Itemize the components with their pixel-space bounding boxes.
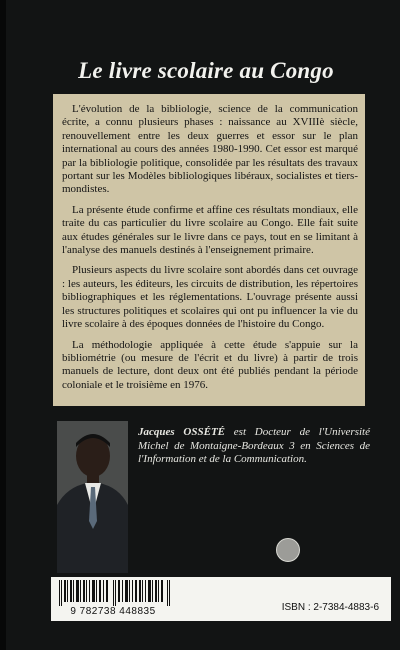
barcode xyxy=(59,580,171,606)
isbn-text: ISBN : 2-7384-4883-6 xyxy=(281,602,379,613)
author-bio-text: est Docteur de l'Université Michel de Montaigne-Bordeaux 3 en Sciences de l'Information et de la Communication. xyxy=(138,426,370,466)
book-title: Le livre scolaire au Congo xyxy=(78,58,334,83)
summary-paragraph-2: La présente étude confirme et affine ces résultats mondiaux, elle traite du cas particulier du livre scolaire au Congo. Elle fait suite aux études générales sur le livre dans ce pays, tout en se limitant à l'analyse des manuels destinés à l'enseignement primaire. xyxy=(62,203,358,257)
barcode-number: 9 782738 448835 xyxy=(70,606,156,617)
publisher-logo xyxy=(276,538,300,562)
author-photo xyxy=(57,421,128,573)
author-portrait-image xyxy=(57,421,128,573)
summary-paragraph-3: Plusieurs aspects du livre scolaire sont abordés dans cet ouvrage : les auteurs, les éditeurs, les circuits de distribution, les répertoires bibliographiques et les réglementations. L'ouvrage présente aussi les structures politiques et scolaires qui ont pu influencer la vie du livre scolaire à des époques données de l'histoire du Congo. xyxy=(62,264,358,331)
summary-text xyxy=(62,103,358,399)
summary-paragraph-1: L'évolution de la bibliologie, science de la communication écrite, a connu plusieurs phases : naissance au XVIIIè siècle, renouvellement entre les deux guerres et essor sur le plan international au cours des années 1980-1990. Cet essor est marqué par la bibliologie politique, consolidée par les résultats des travaux portant sur les Modèles bibliologiques libéraux, socialistes et tiers-mondistes. xyxy=(62,103,358,196)
barcode-strip xyxy=(51,577,391,621)
summary-paragraph-4: La méthodologie appliquée à cette étude s'appuie sur la bibliométrie (ou mesure de l'écrit et du livre) à partir de trois manuels de lecture, dont deux ont été publiés pendant la période coloniale et le troisième en 1976. xyxy=(62,338,358,391)
author-bio xyxy=(138,426,370,467)
author-name: Jacques OSSÉTÉ xyxy=(138,426,226,438)
